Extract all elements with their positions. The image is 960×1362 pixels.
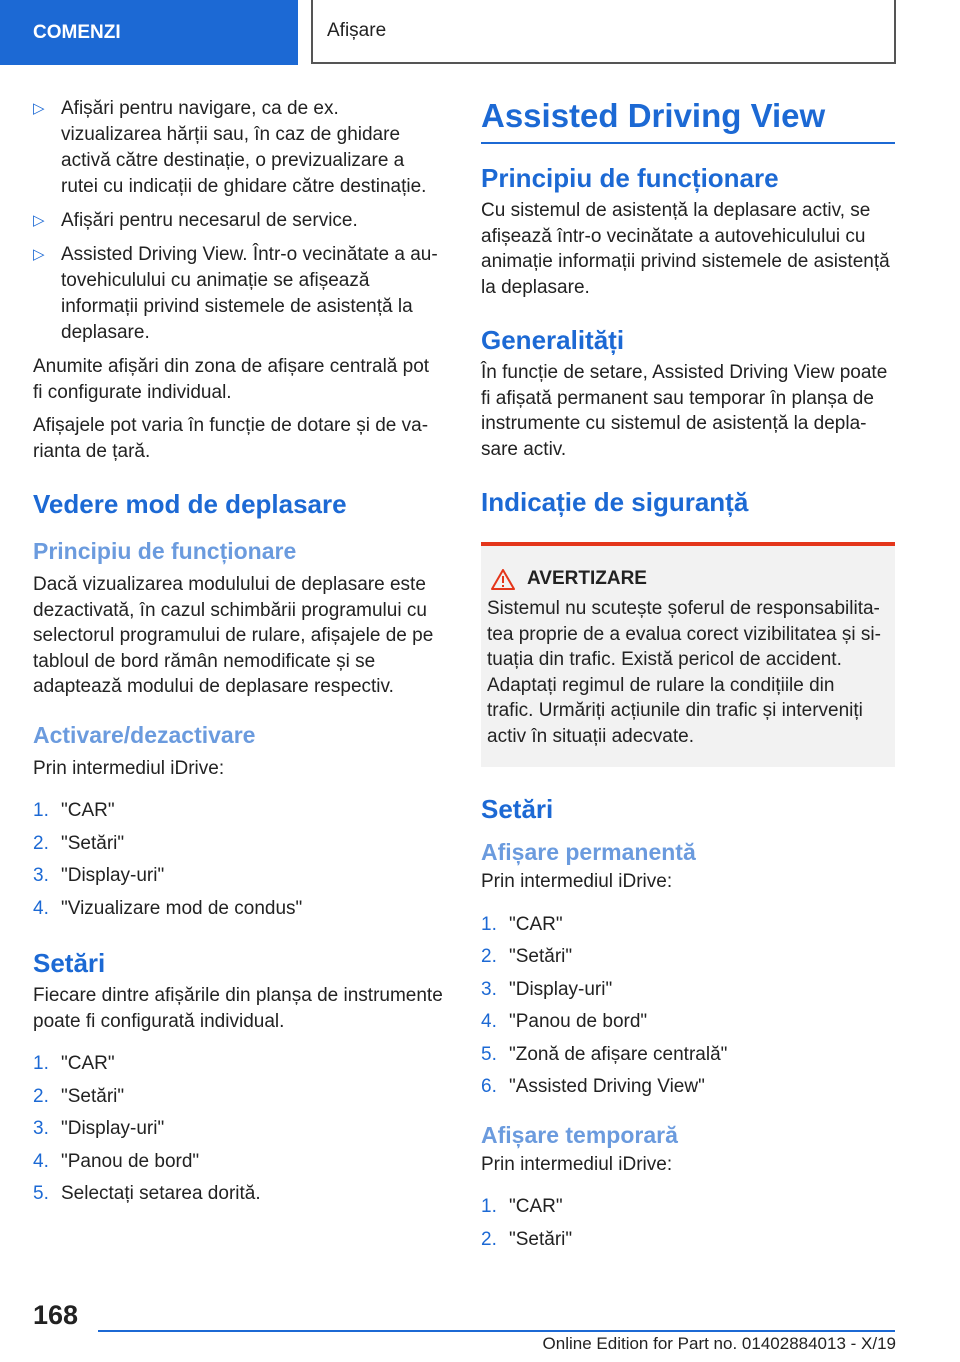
list-item: 2. "Setări" bbox=[33, 832, 125, 854]
activate-steps bbox=[33, 795, 443, 925]
warning-triangle-icon bbox=[491, 569, 515, 590]
list-item: 2. "Setări" bbox=[33, 1085, 125, 1107]
chapter-tab[interactable]: COMENZI bbox=[0, 0, 298, 65]
paragraph: Prin intermediul iDrive: bbox=[481, 1153, 673, 1175]
paragraph: Afișajele pot varia în funcție de dotare și de varianta de țară. bbox=[33, 415, 429, 462]
heading-safety: Indicație de siguranță bbox=[481, 487, 749, 517]
list-item: 1. "CAR" bbox=[33, 1053, 115, 1074]
paragraph: Prin intermediul iDrive: bbox=[481, 871, 673, 892]
paragraph: Prin intermediul iDrive: bbox=[33, 757, 225, 779]
right-column bbox=[481, 96, 895, 1256]
list-item: 1. "CAR" bbox=[33, 800, 115, 821]
page-title: Assisted Driving View bbox=[481, 96, 895, 144]
footer-divider bbox=[98, 1330, 895, 1332]
paragraph: Cu sistemul de asistență la deplasare activ, se afișează într-o vecinătate a autovehiculului cu animație informații privind sistemele de asistență la deplasare. bbox=[481, 200, 890, 298]
list-item: 1. "CAR" bbox=[481, 1196, 563, 1217]
heading-temporary: Afișare temporară bbox=[481, 1121, 678, 1148]
warning-header bbox=[487, 568, 885, 590]
heading-activate: Activare/dezactivare bbox=[33, 721, 256, 748]
paragraph: Dacă vizualizarea modulului de deplasare este dezactivată, în cazul schimbării programului cu selectorul programului de rulare, afișajele de pe tabloul de bord rămân nemodificate și se adaptează modului de deplasare respectiv. bbox=[33, 574, 434, 697]
list-item: 4. "Vizualizare mod de condus" bbox=[33, 897, 303, 919]
permanent-steps bbox=[481, 909, 895, 1104]
triangle-bullet-icon: ▷ bbox=[33, 100, 45, 117]
page-number: 168 bbox=[33, 1300, 79, 1330]
list-item: 2. "Setări" bbox=[481, 946, 573, 967]
warning-box bbox=[481, 542, 895, 767]
heading-principle: Principiu de funcționare bbox=[33, 538, 297, 564]
list-item: 3. "Display-uri" bbox=[33, 865, 165, 886]
paragraph: Fiecare dintre afișările din planșa de instrumente poate fi configurată individual. bbox=[33, 985, 443, 1032]
warning-title: AVERTIZARE bbox=[527, 568, 647, 589]
list-item: ▷ Afișări pentru necesarul de service. bbox=[33, 208, 443, 234]
settings-steps bbox=[33, 1048, 443, 1211]
list-item: 1. "CAR" bbox=[481, 913, 563, 935]
heading-principle: Principiu de funcționare bbox=[481, 163, 779, 193]
triangle-bullet-icon: ▷ bbox=[33, 212, 45, 229]
temporary-steps bbox=[481, 1191, 895, 1256]
paragraph: Anumite afișări din zona de afișare centrală pot fi configurate individual. bbox=[33, 356, 430, 403]
heading-general: Generalități bbox=[481, 325, 625, 355]
heading-permanent: Afișare permanentă bbox=[481, 839, 696, 865]
section-title: Afișare bbox=[311, 0, 896, 64]
list-item: 4. "Panou de bord" bbox=[33, 1150, 200, 1172]
edition-note: Online Edition for Part no. 01402884013 - X/19 bbox=[542, 1334, 896, 1353]
list-item: 4. "Panou de bord" bbox=[481, 1011, 648, 1032]
left-column bbox=[33, 96, 443, 1211]
list-item: 2. "Setări" bbox=[481, 1228, 573, 1250]
list-item: 5. Selectați setarea dorită. bbox=[33, 1183, 261, 1204]
list-item: 6. "Assisted Driving View" bbox=[481, 1076, 705, 1097]
list-item: 3. "Display-uri" bbox=[481, 978, 613, 1000]
list-item: 3. "Display-uri" bbox=[33, 1118, 165, 1139]
heading-drive-mode-view: Vedere mod de deplasare bbox=[33, 489, 347, 519]
list-item: 5. "Zonă de afișare centrală" bbox=[481, 1043, 728, 1065]
triangle-bullet-icon: ▷ bbox=[33, 246, 45, 263]
list-item: ▷ Assisted Driving View. Într-o vecinătate a autovehiculului cu animație se afișează informații privind sistemele de asistență la deplasare. bbox=[33, 242, 443, 346]
list-item: ▷ Afișări pentru navigare, ca de ex. vizualizarea hărții sau, în caz de ghidare activă către destinație, o previzualizare a rutei cu indicații de ghidare către destinație. bbox=[33, 96, 443, 200]
heading-settings: Setări bbox=[33, 948, 106, 978]
heading-settings: Setări bbox=[481, 794, 554, 824]
warning-text: Sistemul nu scutește șoferul de responsabilitatea proprie de a evalua corect vizibilitatea și situația din trafic. Există pericol de accident. Adaptați regimul de rulare la condițiile din trafic. Urmăriți acțiunile din trafic și interveniți activ în situații adecvate. bbox=[487, 598, 881, 747]
paragraph: În funcție de setare, Assisted Driving View poate fi afișată permanent sau temporar în planșa de instrumente cu sistemul de asistență la deplasare activ. bbox=[481, 362, 888, 460]
